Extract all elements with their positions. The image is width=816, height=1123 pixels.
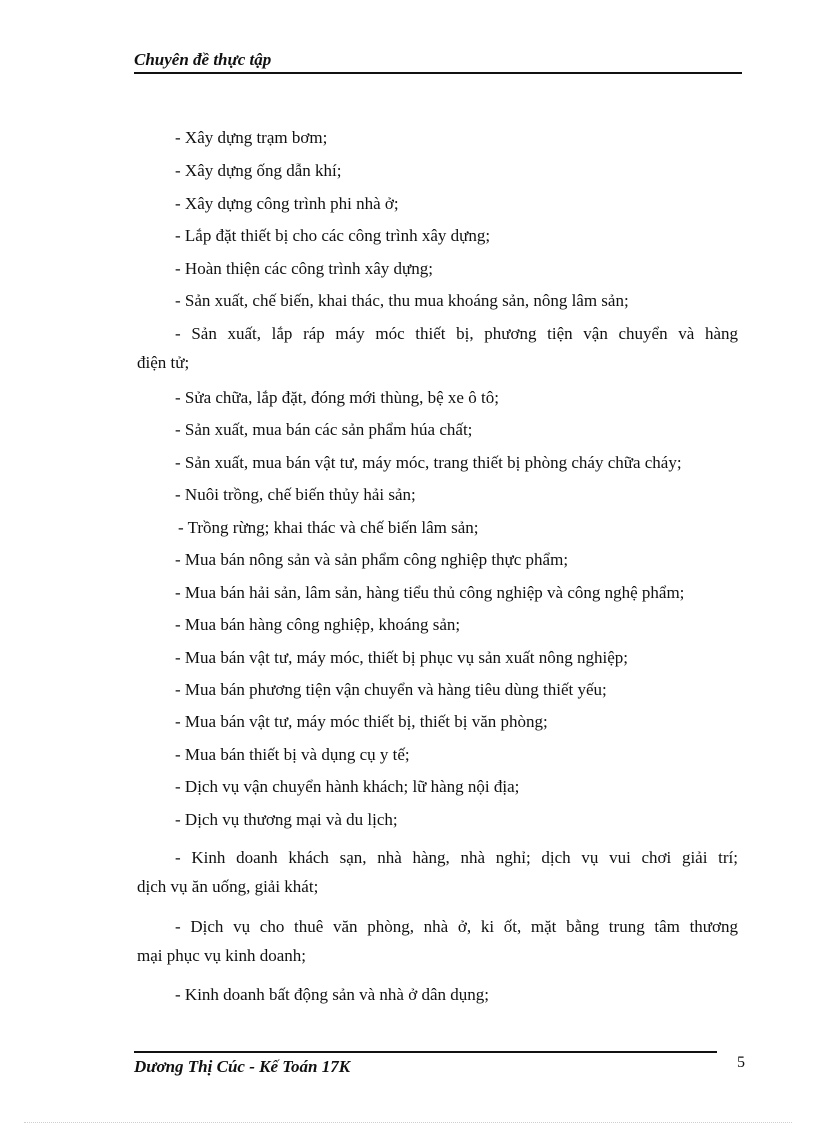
list-item-fire-equipment: - Sản xuất, mua bán vật tư, máy móc, trang thiết bị phòng cháy chữa cháy; xyxy=(175,453,682,472)
list-item-passenger-transport: - Dịch vụ vận chuyển hành khách; lữ hàng nội địa; xyxy=(175,777,520,796)
list-item-agricultural-production-supplies: - Mua bán vật tư, máy móc, thiết bị phục vụ sản xuất nông nghiệp; xyxy=(175,648,629,667)
list-item-mineral-and-agro-forestry-products: - Sản xuất, chế biến, khai thác, thu mua khoáng sản, nông lâm sản; xyxy=(175,291,629,310)
list-item-real-estate: - Kinh doanh bất động sản và nhà ở dân dụng; xyxy=(175,985,489,1004)
header-title: Chuyên đề thực tập xyxy=(134,50,272,69)
list-item-vehicles-consumer-goods: - Mua bán phương tiện vận chuyển và hàng tiêu dùng thiết yếu; xyxy=(175,680,607,699)
list-item-office-rental: - Dịch vụ cho thuê văn phòng, nhà ở, ki ốt, mặt bằng trung tâm thương xyxy=(175,917,738,936)
list-item-vehicle-body-repair: - Sửa chữa, lắp đặt, đóng mới thùng, bệ xe ô tô; xyxy=(175,388,499,407)
list-item-office-rental-continued: mại phục vụ kinh doanh; xyxy=(137,946,307,965)
list-item-construction-finishing: - Hoàn thiện các công trình xây dựng; xyxy=(175,259,433,278)
footer-rule xyxy=(134,1051,717,1053)
list-item-chemical-products: - Sản xuất, mua bán các sản phẩm húa chất; xyxy=(175,420,473,439)
list-item-seafood-handicraft-products: - Mua bán hải sản, lâm sản, hàng tiểu thủ công nghiệp và công nghệ phẩm; xyxy=(175,583,685,602)
list-item-hospitality-entertainment: - Kinh doanh khách sạn, nhà hàng, nhà nghỉ; dịch vụ vui chơi giải trí; xyxy=(175,848,738,867)
list-item-aquaculture-processing: - Nuôi trồng, chế biến thủy hải sản; xyxy=(175,485,416,504)
list-item-office-equipment: - Mua bán vật tư, máy móc thiết bị, thiết bị văn phòng; xyxy=(175,712,548,731)
list-item-equipment-installation: - Lắp đặt thiết bị cho các công trình xây dựng; xyxy=(175,226,491,245)
list-item-forestry: - Trồng rừng; khai thác và chế biến lâm sản; xyxy=(178,518,479,537)
list-item-trade-tourism: - Dịch vụ thương mại và du lịch; xyxy=(175,810,398,829)
page-header xyxy=(134,46,742,74)
list-item-water-pump-station: - Xây dựng trạm bơm; xyxy=(175,128,328,147)
list-item-non-residential-construction: - Xây dựng công trình phi nhà ở; xyxy=(175,194,399,213)
list-item-industrial-goods-minerals: - Mua bán hàng công nghiệp, khoáng sản; xyxy=(175,615,461,634)
list-item-medical-equipment: - Mua bán thiết bị và dụng cụ y tế; xyxy=(175,745,410,764)
list-item-hospitality-entertainment-continued: dịch vụ ăn uống, giải khát; xyxy=(137,877,319,896)
list-item-gas-pipeline: - Xây dựng ống dẫn khí; xyxy=(175,161,342,180)
footer-author: Dương Thị Cúc - Kế Toán 17K xyxy=(134,1057,351,1076)
list-item-machinery-assembly: - Sản xuất, lắp ráp máy móc thiết bị, phương tiện vận chuyển và hàng xyxy=(175,324,738,343)
list-item-machinery-assembly-continued: điện tử; xyxy=(137,353,190,372)
list-item-agricultural-food-products: - Mua bán nông sản và sản phẩm công nghiệp thực phẩm; xyxy=(175,550,569,569)
page-number: 5 xyxy=(737,1054,745,1071)
